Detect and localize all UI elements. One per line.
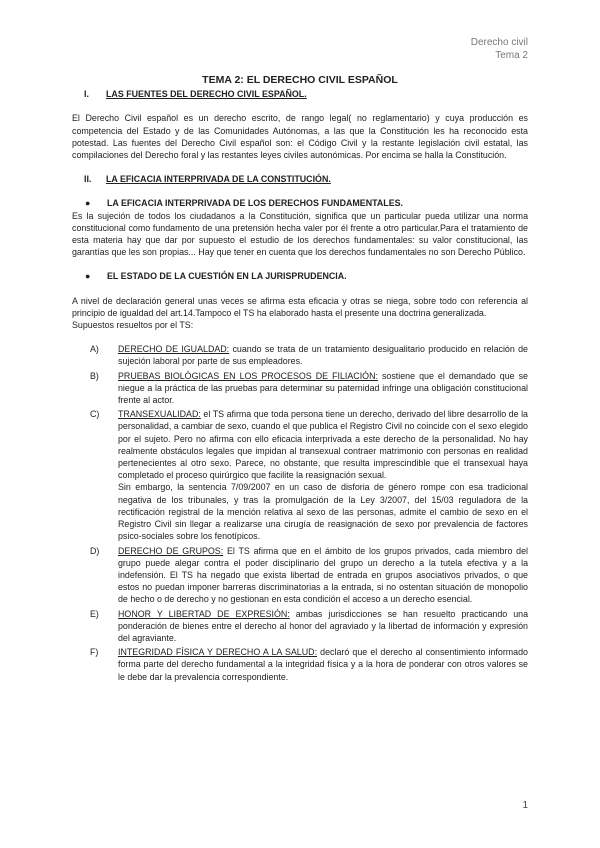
bullet-icon: ● xyxy=(85,198,91,209)
paragraph: Es la sujeción de todos los ciudadanos a la Constitución, significa que un particular pueda utilizar una norma constitucional como fundamento de una pretensión hecha valer por él frente a otro particular.Para el tratamiento de esta materia hay que dar por supuesto el estudio de los derechos fundamentales: su valor constitucional, las garantías que les son propias... Hay que tener en cuenta que los derechos fundamentales no son Derecho Público. xyxy=(72,210,528,258)
section-number: I. xyxy=(84,89,89,100)
list-text: sostiene que el demandado que se niegue a la práctica de las pruebas para determinar su paternidad infringe una obligación constitucional frente al actor. xyxy=(118,370,528,406)
list-label: B) xyxy=(90,370,99,381)
list-label: C) xyxy=(90,409,100,420)
bullet-icon: ● xyxy=(85,271,91,282)
section-heading-2 xyxy=(72,173,528,185)
header-subject: Derecho civil xyxy=(470,37,528,48)
bullet-text: LA EFICACIA INTERPRIVADA DE LOS DERECHOS FUNDAMENTALES. xyxy=(107,198,403,209)
bullet-heading xyxy=(72,270,528,282)
list-key: TRANSEXUALIDAD: xyxy=(118,409,201,420)
paragraph: Supuestos resueltos por el TS: xyxy=(72,320,194,331)
section-number: II. xyxy=(84,174,92,185)
list-text: ambas jurisdicciones se han resuelto practicando una ponderación de bienes entre el derecho al honor del agraviado y la libertad de información y expresión del agraviante. xyxy=(118,608,529,643)
list-key: INTEGRIDAD FÍSICA Y DERECHO A LA SALUD: xyxy=(118,647,318,658)
list-label: D) xyxy=(90,545,100,556)
page-header xyxy=(471,36,528,62)
section-title: LA EFICACIA INTERPRIVADA DE LA CONSTITUCIÓN. xyxy=(106,174,331,185)
list-key: DERECHO DE IGUALDAD: xyxy=(118,344,230,355)
bullet-text: EL ESTADO DE LA CUESTIÓN EN LA JURISPRUDENCIA. xyxy=(107,271,347,282)
list-label: A) xyxy=(90,344,99,355)
list-item xyxy=(72,646,528,683)
paragraph: A nivel de declaración general unas veces se afirma esta eficacia y otras se niega, sobre todo con referencia al principio de igualdad del art.14.Tampoco el TS ha elaborado hasta el presente una doctrina generalizada. xyxy=(72,295,528,318)
list-text: El TS afirma que en el ámbito de los grupos privados, cada miembro del grupo puede alegar contra el poder disciplinario del grupo un derecho a la tutela efectiva y a la indefensión. El TS ha negado que exista libertad de entrada en grupos asociativos privados, o que estos no puedan imponer barreras discriminatorias a la entrada, si no ostentan situación de monopolio de hecho o de derecho y no gestionan en esta condición el acceso a un derecho esencial. xyxy=(118,545,528,605)
list-label: E) xyxy=(90,608,99,619)
document-title: TEMA 2: EL DERECHO CIVIL ESPAÑOL xyxy=(202,74,398,86)
bullet-heading xyxy=(72,197,528,209)
header-topic: Tema 2 xyxy=(495,50,528,61)
list-item xyxy=(72,545,528,606)
document-body xyxy=(72,74,528,685)
page-number: 1 xyxy=(522,800,528,811)
section-heading-1 xyxy=(72,88,528,100)
list-text: el TS afirma que toda persona tiene un derecho, derivado del libre desarrollo de la personalidad, a cambiar de sexo, cuando el que publica el Registro Civil no coincide con el sexo elegido por el sujeto. Pero no afirma con ello eficacia interprivada a este derecho de la personalidad. No hay realmente obstáculos legales que impidan al transexual contraer matrimonio con personas en realidad pertenecientes al otro sexo. Parece, no obstante, que resulta imprescindible que el transexual haya completado el proceso quirúrgico que facilite la reasignación sexual. xyxy=(118,409,528,481)
list-item xyxy=(72,343,528,367)
list-text: declaró que el derecho al consentimiento informado forma parte del derecho fundamental a la integridad física y a la hora de ponderar con otros valores se le debe dar la prevalencia correspondiente. xyxy=(118,647,528,682)
list-key: DERECHO DE GRUPOS: xyxy=(118,545,224,556)
paragraph: El Derecho Civil español es un derecho escrito, de rango legal( no reglamentario) y cuya producción es competencia del Estado y de las Comunidades Autónomas, a las que la Constitución les ha reconocido esta potestad. Las fuentes del Derecho Civil español son: el Código Civil y la restante legislación civil estatal, las compilaciones del Derecho foral y las restantes leyes civiles autonómicas. Por encima se halla la Constitución. xyxy=(72,113,528,161)
section-title: LAS FUENTES DEL DERECHO CIVIL ESPAÑOL. xyxy=(106,89,307,100)
list-item xyxy=(72,408,528,542)
list-key: PRUEBAS BIOLÓGICAS EN LOS PROCESOS DE FILIACIÓN: xyxy=(118,370,378,381)
list-label: F) xyxy=(90,647,99,658)
list-text: cuando se trata de un tratamiento desigualitario producido en relación de sujeción laboral por parte de sus empleadores. xyxy=(118,344,528,367)
list-text-extra: Sin embargo, la sentencia 7/09/2007 en un caso de disforia de género rompe con esa tradicional negativa de los tribunales, y tras la promulgación de la Ley 3/2007, del 15/03 reguladora de la rectificación registral de la mención relativa al sexo de las personas, admite el cambio de sexo en el Registro Civil sin llegar a realizarse una cirugía de reasignación de sexo por prevalencia de factores psico-sociales sobre los fenotípicos. xyxy=(118,482,528,542)
cases-list xyxy=(72,343,528,682)
list-key: HONOR Y LIBERTAD DE EXPRESIÓN: xyxy=(118,608,290,619)
list-item xyxy=(72,608,528,645)
list-item xyxy=(72,370,528,407)
